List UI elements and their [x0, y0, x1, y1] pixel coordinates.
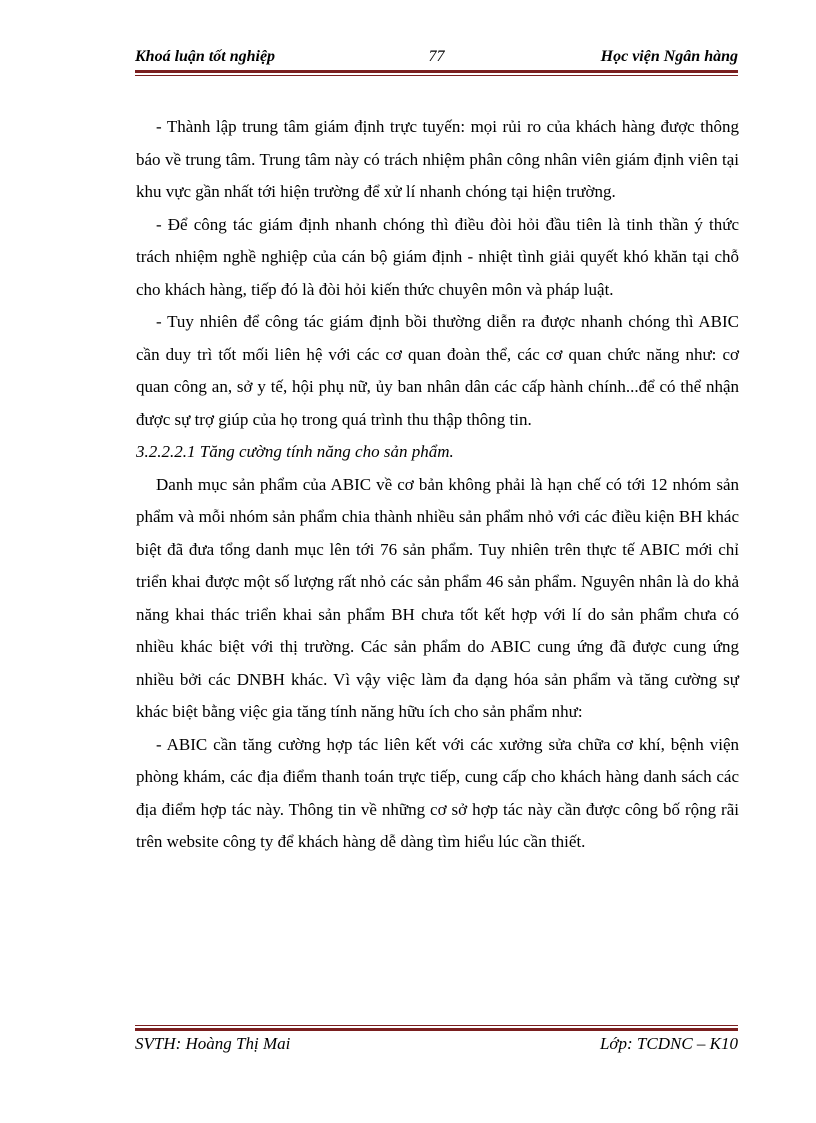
header-page-number: 77: [428, 48, 445, 65]
header-thesis-title: Khoá luận tốt nghiệp: [135, 48, 276, 65]
header-divider: [135, 70, 738, 76]
paragraph-product-catalog: Danh mục sản phẩm của ABIC về cơ bản không phải là hạn chế có tới 12 nhóm sản phẩm và mỗi nhóm sản phẩm chia thành nhiều sản phẩm nhỏ với các điều kiện BH khác biệt đã đưa tổng danh mục lên tới 76 sản phẩm. Tuy nhiên trên thực tế ABIC mới chỉ triển khai được một số lượng rất nhỏ các sản phẩm 46 sản phẩm. Nguyên nhân là do khả năng khai thác triển khai sản phẩm BH chưa tốt kết hợp với lí do sản phẩm chưa có nhiều khác biệt với thị trường. Các sản phẩm do ABIC cung ứng đã được cung ứng nhiều bởi các DNBH khác. Vì vậy việc làm đa dạng hóa sản phẩm và tăng cường sự khác biệt bằng việc gia tăng tính năng hữu ích cho sản phẩm như:: [136, 474, 739, 721]
page-body: [136, 111, 739, 859]
paragraph-agency-relations: - Tuy nhiên để công tác giám định bồi thường diễn ra được nhanh chóng thì ABIC cần duy trì tốt mối liên hệ với các cơ quan đoàn thể, các cơ quan chức năng như: cơ quan công an, sở y tế, hội phụ nữ, ủy ban nhân dân các cấp hành chính...để có thể nhận được sự trợ giúp của họ trong quá trình thu thập thông tin.: [136, 312, 739, 429]
paragraph-appraisal-responsibility: - Để công tác giám định nhanh chóng thì điều đòi hỏi đầu tiên là tinh thần ý thức trách nhiệm nghề nghiệp của cán bộ giám định - nhiệt tình giải quyết khó khăn tại chỗ cho khách hàng, tiếp đó là đòi hỏi kiến thức chuyên môn và pháp luật.: [136, 214, 739, 299]
section-heading: 3.2.2.2.1 Tăng cường tính năng cho sản phẩm.: [136, 442, 454, 461]
page-header: [135, 48, 738, 70]
footer-class: Lớp: TCDNC – K10: [599, 1034, 738, 1053]
paragraph-online-appraisal-center: - Thành lập trung tâm giám định trực tuyến: mọi rủi ro của khách hàng được thông báo về trung tâm. Trung tâm này có trách nhiệm phân công nhân viên giám định viên tại khu vực gần nhất tới hiện trường để xử lí nhanh chóng tại hiện trường.: [136, 117, 739, 201]
page-footer: [135, 1034, 738, 1060]
paragraph-partnership: - ABIC cần tăng cường hợp tác liên kết với các xưởng sửa chữa cơ khí, bệnh viện phòng khám, các địa điểm thanh toán trực tiếp, cung cấp cho khách hàng danh sách các địa điểm hợp tác này. Thông tin về những cơ sở hợp tác này cần được công bố rộng rãi trên website công ty để khách hàng dễ dàng tìm hiểu lúc cần thiết.: [136, 734, 739, 851]
header-institution: Học viện Ngân hàng: [600, 48, 738, 65]
footer-divider: [135, 1025, 738, 1031]
footer-student-name: SVTH: Hoàng Thị Mai: [135, 1034, 291, 1053]
